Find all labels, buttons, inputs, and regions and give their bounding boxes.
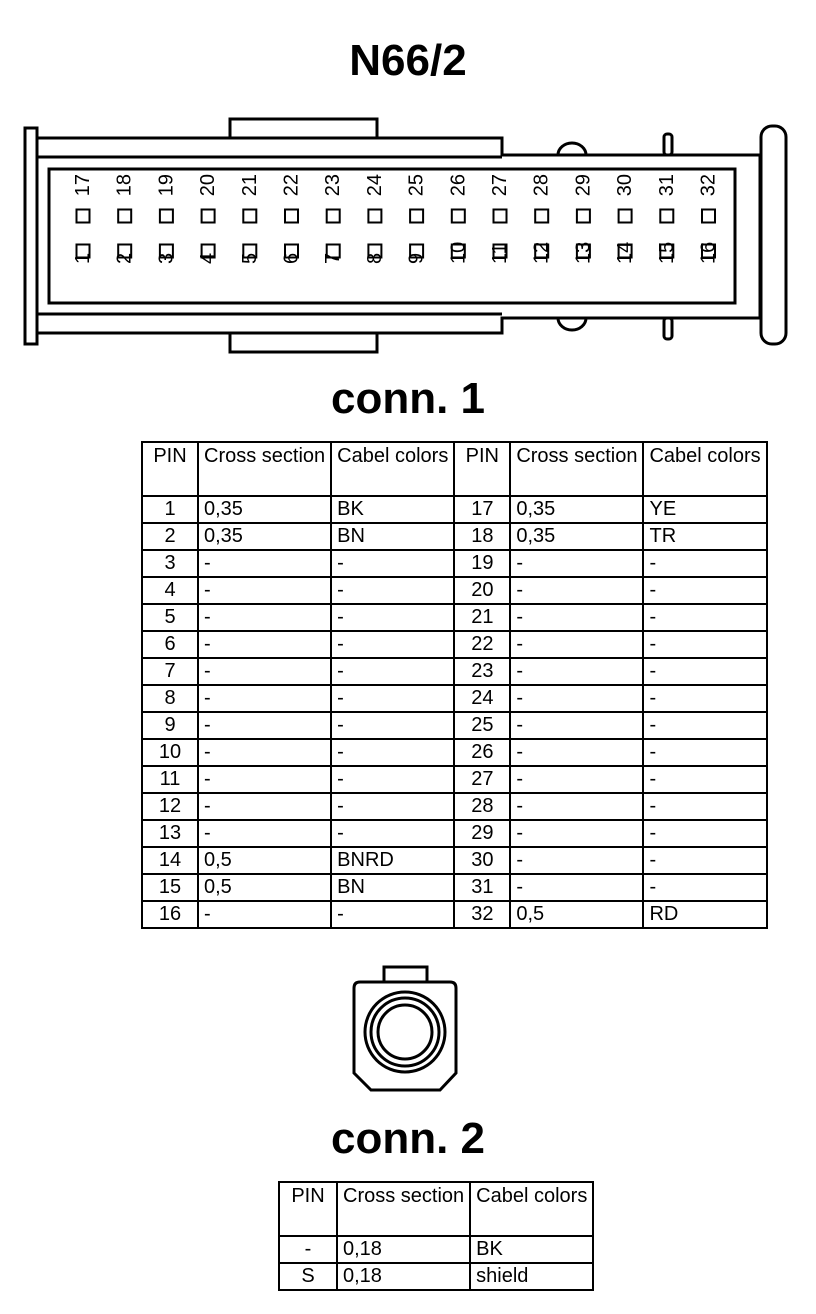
cross-section-cell: 0,5	[198, 847, 331, 874]
pin-contact	[368, 210, 381, 223]
table-header-row	[279, 1182, 593, 1236]
latch-top	[558, 143, 586, 155]
pin-label: 2	[113, 252, 136, 264]
pin-number-cell: 28	[454, 793, 510, 820]
peg-top	[664, 134, 672, 155]
pin-number-cell: 14	[142, 847, 198, 874]
cross-section-cell: -	[198, 631, 331, 658]
cross-section-cell: 0,35	[198, 496, 331, 523]
pin-label: 10	[447, 241, 470, 264]
pin-number-cell: 12	[142, 793, 198, 820]
table-row	[279, 1236, 593, 1263]
cable-color-cell: YE	[643, 496, 766, 523]
table-header-row	[142, 442, 767, 496]
table-header-cell: Cabel colors	[470, 1182, 593, 1236]
cable-color-cell: -	[643, 631, 766, 658]
cross-section-cell: -	[198, 766, 331, 793]
pin-label: 6	[280, 252, 303, 264]
cross-section-cell: 0,35	[198, 523, 331, 550]
table-header-cell: Cross section	[337, 1182, 470, 1236]
component-title: N66/2	[349, 36, 467, 85]
connector2-middle-ring	[371, 998, 439, 1066]
pin-contact	[452, 210, 465, 223]
cable-color-cell: -	[643, 550, 766, 577]
pin-number-cell: 31	[454, 874, 510, 901]
table-row	[142, 847, 767, 874]
pin-contact	[243, 210, 256, 223]
cable-color-cell: -	[331, 631, 454, 658]
cable-color-cell: -	[331, 577, 454, 604]
cable-color-cell: -	[331, 550, 454, 577]
pin-contact	[160, 210, 173, 223]
table-row	[279, 1263, 593, 1290]
cross-section-cell: 0,18	[337, 1263, 470, 1290]
pin-label: 18	[113, 174, 136, 197]
cable-color-cell: -	[331, 712, 454, 739]
pin-label: 22	[280, 174, 303, 197]
pin-contact	[285, 210, 298, 223]
cross-section-cell: -	[198, 658, 331, 685]
pin-number-cell: 5	[142, 604, 198, 631]
pin-label: 32	[697, 174, 720, 197]
pin-number-cell: 20	[454, 577, 510, 604]
pin-label: 4	[197, 252, 220, 264]
pin-number-cell: 15	[142, 874, 198, 901]
table-row	[142, 712, 767, 739]
cable-color-cell: -	[331, 739, 454, 766]
pin-contact	[619, 210, 632, 223]
pin-contact	[202, 210, 215, 223]
pin-label: 17	[72, 174, 94, 197]
cross-section-cell: -	[510, 577, 643, 604]
connector-right-cap	[761, 126, 786, 344]
cable-color-cell: -	[643, 685, 766, 712]
cable-color-cell: -	[643, 820, 766, 847]
table-row	[142, 550, 767, 577]
connector2-inner-ring	[378, 1005, 432, 1059]
pin-label: 5	[238, 252, 261, 264]
cross-section-cell: -	[510, 685, 643, 712]
cable-color-cell: -	[643, 604, 766, 631]
connector-housing	[37, 119, 760, 352]
cable-color-cell: shield	[470, 1263, 593, 1290]
cable-color-cell: BNRD	[331, 847, 454, 874]
pin-label: 9	[405, 252, 428, 264]
pin-contact	[535, 210, 548, 223]
connector2-tab	[384, 967, 427, 982]
pin-number-cell: 8	[142, 685, 198, 712]
cable-color-cell: BK	[331, 496, 454, 523]
cable-color-cell: -	[331, 658, 454, 685]
table-header-cell: PIN	[454, 442, 510, 496]
pin-label: 27	[489, 174, 511, 197]
pin-label: 24	[363, 174, 386, 197]
latch-bottom	[558, 318, 586, 330]
pin-number-cell: 7	[142, 658, 198, 685]
cable-color-cell: -	[643, 739, 766, 766]
pin-label: 19	[155, 174, 178, 197]
cable-color-cell: -	[643, 712, 766, 739]
table-row	[142, 604, 767, 631]
pin-label: 23	[322, 174, 345, 197]
pin-number-cell: 11	[142, 766, 198, 793]
pin-label: 3	[155, 252, 178, 264]
pin-number-cell: 24	[454, 685, 510, 712]
connector-1-pin-table	[141, 441, 768, 929]
pin-number-cell: 26	[454, 739, 510, 766]
cross-section-cell: -	[510, 874, 643, 901]
cable-color-cell: -	[643, 793, 766, 820]
pin-label: 20	[197, 174, 220, 197]
pin-label: 13	[572, 241, 595, 264]
pin-label: 31	[655, 174, 678, 197]
pin-label: 26	[447, 174, 470, 197]
pin-label: 21	[238, 174, 261, 197]
pin-number-cell: S	[279, 1263, 337, 1290]
pin-contact	[702, 210, 715, 223]
connector-2-pin-table	[278, 1181, 594, 1291]
cross-section-cell: -	[198, 712, 331, 739]
connector-left-cap	[25, 128, 37, 344]
cross-section-cell: -	[510, 847, 643, 874]
cross-section-cell: 0,35	[510, 523, 643, 550]
pin-contact	[410, 210, 423, 223]
cross-section-cell: -	[198, 739, 331, 766]
cross-section-cell: -	[198, 685, 331, 712]
cable-color-cell: -	[643, 874, 766, 901]
pin-number-cell: 19	[454, 550, 510, 577]
cable-color-cell: -	[331, 685, 454, 712]
table-row	[142, 766, 767, 793]
cross-section-cell: -	[510, 658, 643, 685]
pin-contact	[327, 210, 340, 223]
cross-section-cell: -	[198, 793, 331, 820]
pin-contact	[118, 210, 131, 223]
pin-number-cell: 6	[142, 631, 198, 658]
table-header-cell: PIN	[279, 1182, 337, 1236]
cross-section-cell: 0,18	[337, 1236, 470, 1263]
pin-number-cell: 23	[454, 658, 510, 685]
pin-number-cell: 27	[454, 766, 510, 793]
table-row	[142, 658, 767, 685]
cross-section-cell: -	[198, 577, 331, 604]
pin-label: 15	[655, 241, 678, 264]
cross-section-cell: -	[510, 631, 643, 658]
cable-color-cell: -	[331, 793, 454, 820]
table-header-cell: Cross section	[198, 442, 331, 496]
pin-label: 12	[530, 241, 553, 264]
cross-section-cell: -	[510, 793, 643, 820]
cable-color-cell: -	[331, 901, 454, 928]
cross-section-cell: -	[510, 712, 643, 739]
pin-number-cell: -	[279, 1236, 337, 1263]
cross-section-cell: 0,5	[198, 874, 331, 901]
pin-number-cell: 32	[454, 901, 510, 928]
pin-label: 16	[697, 241, 720, 264]
cable-color-cell: BK	[470, 1236, 593, 1263]
table-header-cell: Cabel colors	[331, 442, 454, 496]
pin-label: 11	[489, 243, 511, 264]
peg-bottom	[664, 318, 672, 339]
pin-number-cell: 16	[142, 901, 198, 928]
pin-number-cell: 29	[454, 820, 510, 847]
table-row	[142, 496, 767, 523]
pin-number-cell: 30	[454, 847, 510, 874]
cable-color-cell: TR	[643, 523, 766, 550]
cross-section-cell: -	[510, 739, 643, 766]
cross-section-cell: -	[510, 766, 643, 793]
table-row	[142, 577, 767, 604]
cable-color-cell: -	[643, 847, 766, 874]
pin-number-cell: 21	[454, 604, 510, 631]
table-row	[142, 631, 767, 658]
cable-color-cell: -	[331, 820, 454, 847]
table-header-cell: PIN	[142, 442, 198, 496]
cross-section-cell: 0,5	[510, 901, 643, 928]
pin-contact	[577, 210, 590, 223]
cross-section-cell: -	[198, 820, 331, 847]
connector-2-diagram	[354, 967, 456, 1090]
cable-color-cell: -	[643, 658, 766, 685]
cross-section-cell: -	[510, 550, 643, 577]
cross-section-cell: -	[198, 550, 331, 577]
table-row	[142, 874, 767, 901]
pin-label: 25	[405, 174, 428, 197]
table-row	[142, 523, 767, 550]
cross-section-cell: 0,35	[510, 496, 643, 523]
pin-label: 29	[572, 174, 595, 197]
cable-color-cell: -	[331, 766, 454, 793]
pin-number-cell: 13	[142, 820, 198, 847]
cable-color-cell: BN	[331, 523, 454, 550]
pin-number-cell: 3	[142, 550, 198, 577]
pin-label: 7	[322, 252, 345, 264]
table-row	[142, 820, 767, 847]
pin-number-cell: 18	[454, 523, 510, 550]
pin-number-cell: 10	[142, 739, 198, 766]
table-header-cell: Cross section	[510, 442, 643, 496]
cross-section-cell: -	[198, 901, 331, 928]
table-row	[142, 901, 767, 928]
connector-2-title: conn. 2	[330, 1114, 486, 1163]
pin-label: 14	[614, 241, 637, 264]
pin-label: 30	[614, 174, 637, 197]
cross-section-cell: -	[510, 820, 643, 847]
cable-color-cell: -	[331, 604, 454, 631]
pin-number-cell: 9	[142, 712, 198, 739]
pin-number-cell: 22	[454, 631, 510, 658]
cable-color-cell: BN	[331, 874, 454, 901]
cross-section-cell: -	[510, 604, 643, 631]
pin-contact	[494, 210, 507, 223]
cable-color-cell: RD	[643, 901, 766, 928]
pin-number-cell: 25	[454, 712, 510, 739]
pin-number-cell: 2	[142, 523, 198, 550]
pin-label: 8	[363, 252, 386, 264]
cross-section-cell: -	[198, 604, 331, 631]
table-row	[142, 739, 767, 766]
pin-number-cell: 17	[454, 496, 510, 523]
pin-label: 1	[72, 252, 94, 264]
cable-color-cell: -	[643, 766, 766, 793]
table-row	[142, 793, 767, 820]
pin-contact	[77, 210, 90, 223]
pin-number-cell: 4	[142, 577, 198, 604]
pin-contact	[660, 210, 673, 223]
table-header-cell: Cabel colors	[643, 442, 766, 496]
cable-color-cell: -	[643, 577, 766, 604]
connector-1-title: conn. 1	[330, 374, 486, 423]
pin-number-cell: 1	[142, 496, 198, 523]
table-row	[142, 685, 767, 712]
pin-label: 28	[530, 174, 553, 197]
